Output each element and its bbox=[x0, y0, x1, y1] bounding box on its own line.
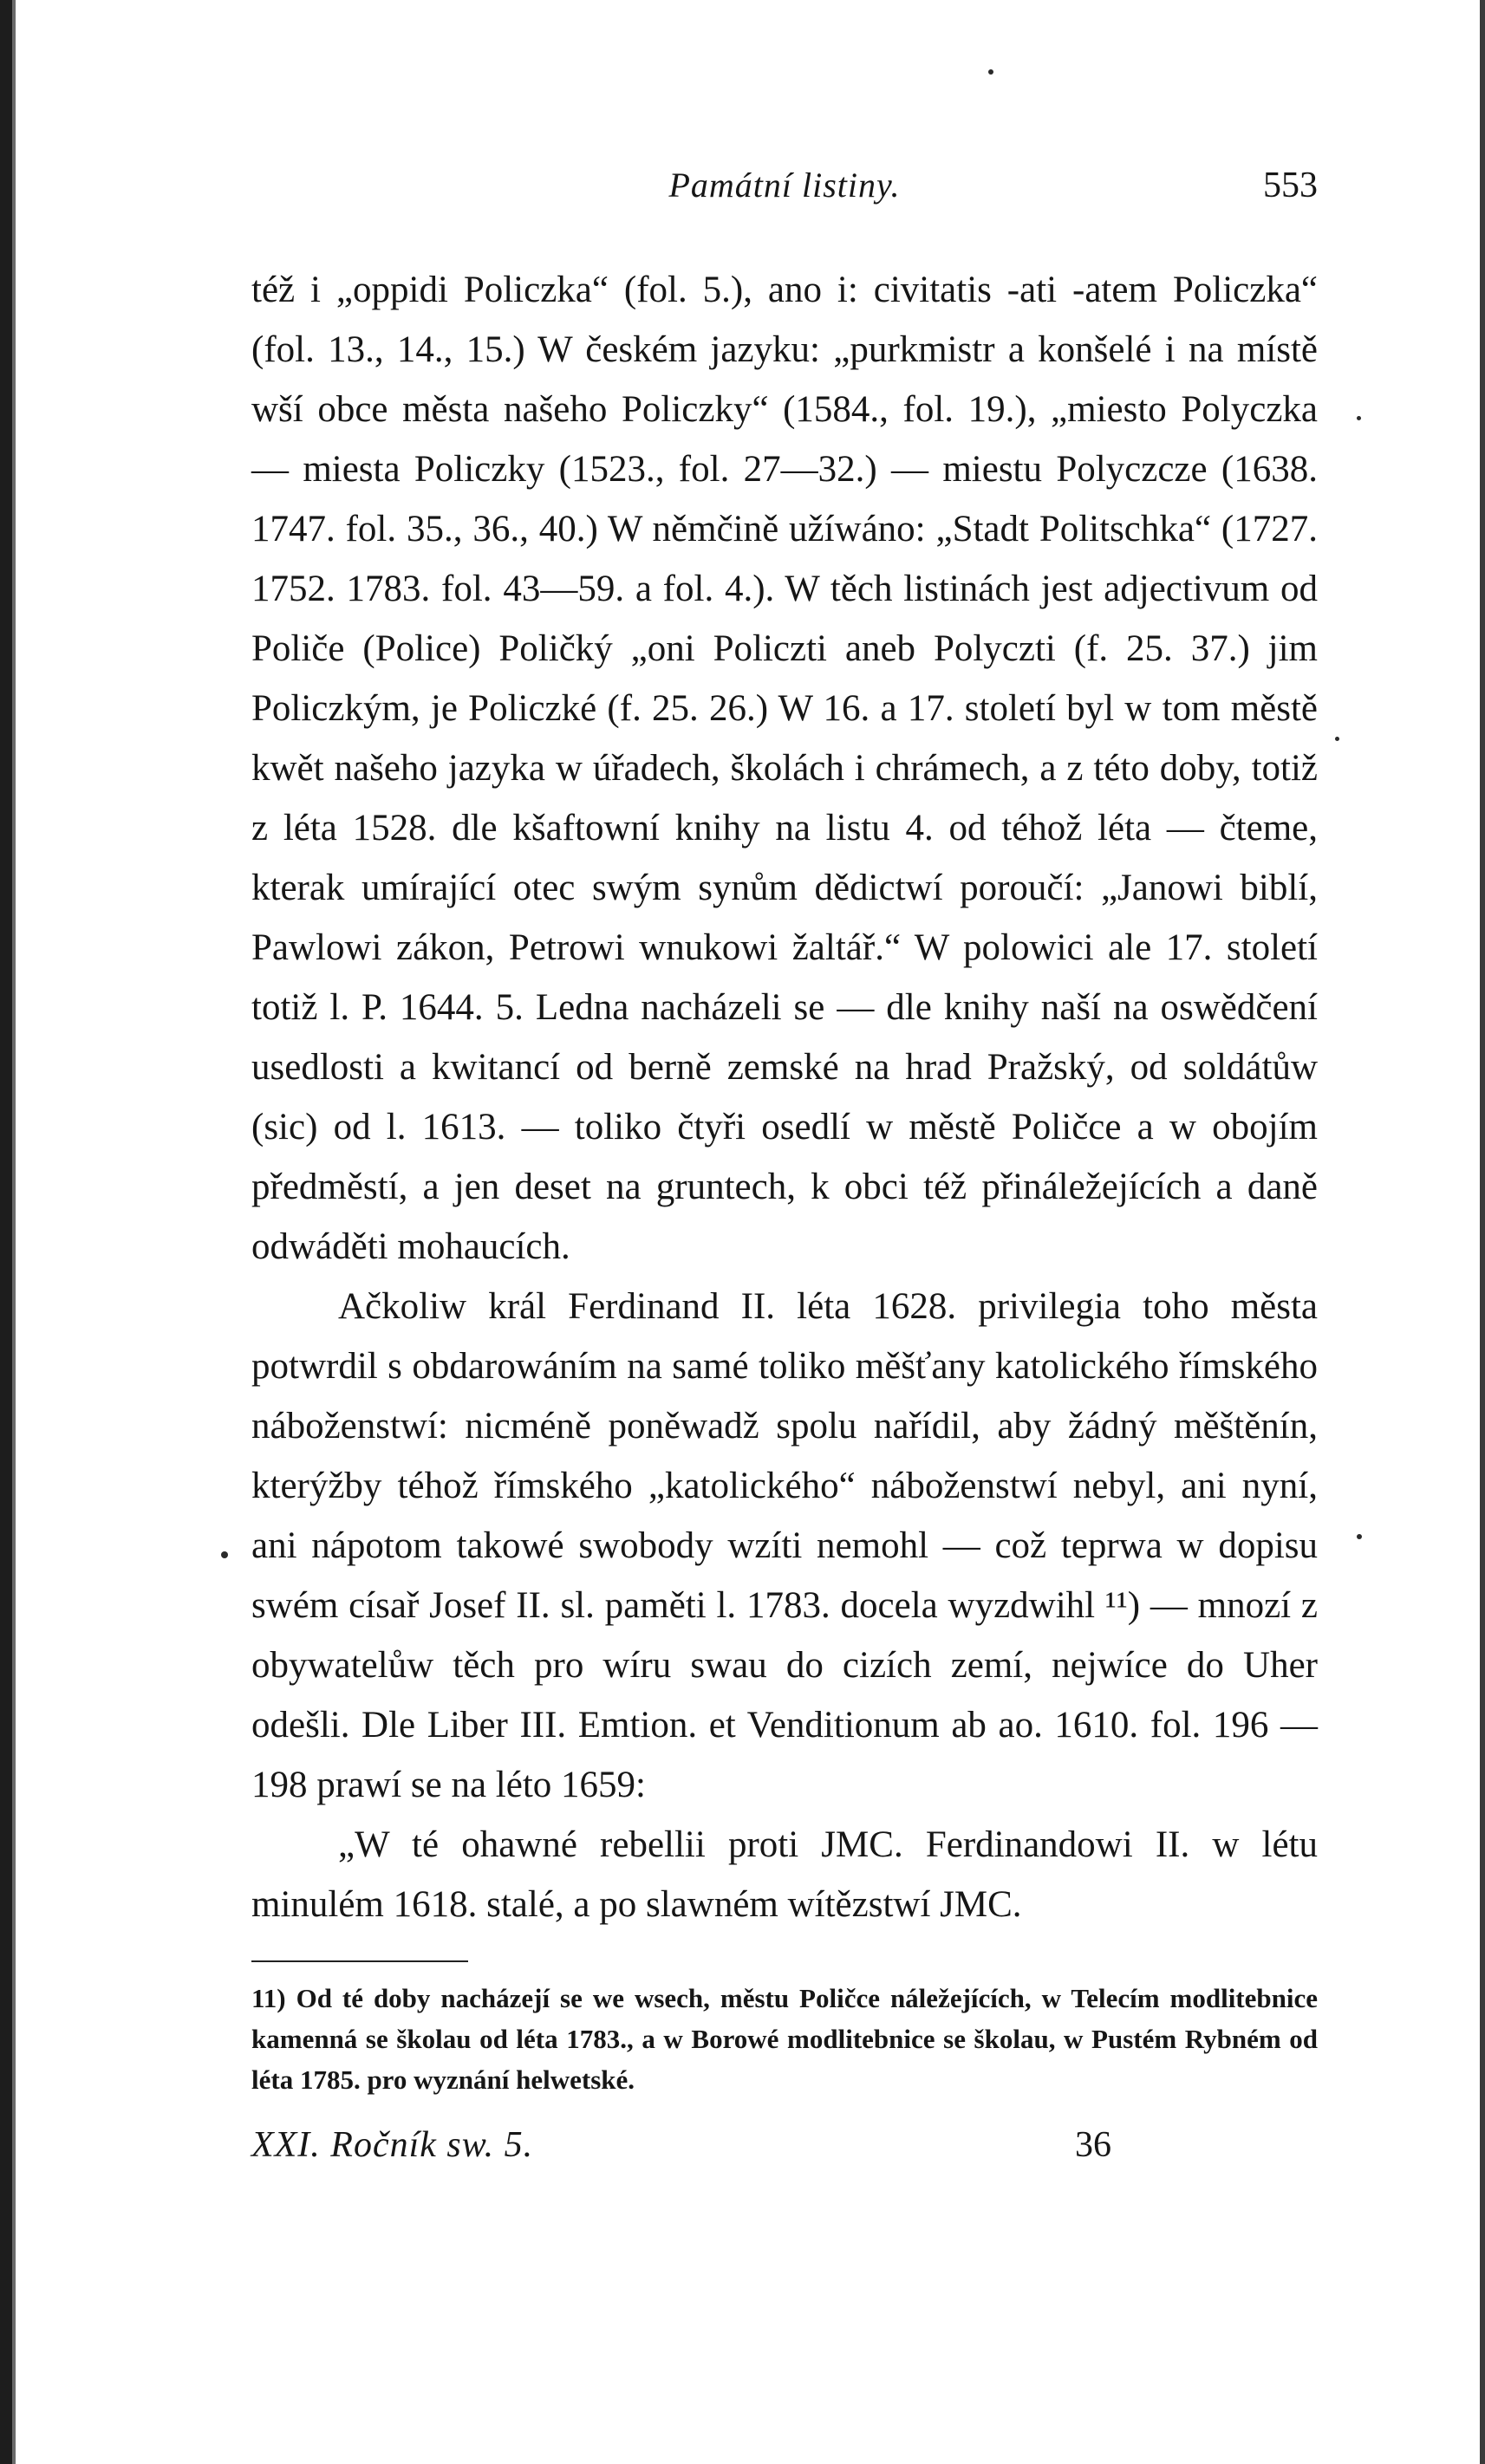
paragraph: též i „oppidi Policzka“ (fol. 5.), ano i: civitatis -ati -atem Policzka“ (fol. 13., 14., 15.) W českém jazyku: „purkmistr a konšelé i na místě wší obce města našeho Policzky“ (1584., fol. 19.), „miesto Polyczka — miesta Policzky (1523., fol. 27—32.) — miestu Polyczcze (1638. 1747. fol. 35., 36., 40.) W němčině užíwáno: „Stadt Politschka“ (1727. 1752. 1783. fol. 43—59. a fol. 4.). W těch listinách jest adjectivum od Poliče (Police) Poličký „oni Policzti aneb Polyczti (f. 25. 37.) jim Policzkým, je Policzké (f. 25. 26.) W 16. a 17. století byl w tom městě kwět našeho jazyka w úřadech, školách i chrámech, a z této doby, totiž z léta 1528. dle kšaftowní knihy na listu 4. od téhož léta — čteme, kterak umírající otec swým synům dědictwí poroučí: „Janowi biblí, Pawlowi zákon, Petrowi wnukowi žaltář.“ W polowici ale 17. století totiž l. P. 1644. 5. Ledna nacházeli se — dle knihy naší na oswědčení usedlosti a kwitancí od berně zemské na hrad Pražský, od soldátůw (sic) od l. 1613. — toliko čtyři osedlí w městě Poličce a w obojím předměstí, a jen deset na gruntech, k obci též přináležejících a daně odwáděti mohaucích. bbox=[251, 270, 1318, 1267]
paragraph: Ačkoliw král Ferdinand II. léta 1628. privilegia toho města potwrdil s obdarowáním na samé toliko měšťany katolického římského náboženstwí: nicméně poněwadž spolu nařídil, aby žádný měštěnín, kterýžby téhož římského „katolického“ náboženstwí nebyl, ani nyní, ani nápotom takowé swobody wzíti nemohl — což teprwa w dopisu swém císař Josef II. sl. paměti l. 1783. docela wyzdwihl ¹¹) — mnozí z obywatelůw těch pro wíru swau do cizích zemí, nejwíce do Uher odešli. Dle Liber III. Emtion. et Venditionum ab ao. 1610. fol. 196 — 198 prawí se na léto 1659: bbox=[251, 1286, 1318, 1805]
scan-border-left-shadow bbox=[12, 0, 16, 2464]
scan-speck bbox=[1335, 737, 1339, 741]
scan-speck bbox=[988, 69, 993, 75]
main-text bbox=[251, 260, 1318, 1934]
scan-speck bbox=[1357, 1534, 1362, 1539]
page-number: 553 bbox=[1263, 166, 1318, 205]
page-content bbox=[251, 165, 1318, 2176]
scan-border-left bbox=[0, 0, 12, 2464]
footnote-divider bbox=[251, 1960, 468, 1962]
sheet-number: 36 bbox=[1075, 2125, 1111, 2165]
scan-speck bbox=[221, 1551, 228, 1558]
running-title: Památní listiny. bbox=[668, 166, 901, 205]
scan-border-right bbox=[1480, 0, 1485, 2464]
sheet-signature: XXI. Ročník sw. 5. bbox=[251, 2125, 534, 2165]
scan-speck bbox=[1357, 416, 1361, 420]
footnote: 11) Od té doby nacházejí se we wsech, městu Poličce náležejících, w Telecím modlitebnice kamenná se školau od léta 1783., a w Borowé modlitebnice se školau, w Pustém Rybném od léta 1785. pro wyznání helwetské. bbox=[251, 1983, 1318, 2095]
paragraph: „W té ohawné rebellii proti JMC. Ferdinandowi II. w létu minulém 1618. stalé, a po slawném wítězstwí JMC. bbox=[251, 1824, 1318, 1925]
running-head bbox=[251, 165, 1318, 225]
page-footer bbox=[251, 2124, 1318, 2176]
